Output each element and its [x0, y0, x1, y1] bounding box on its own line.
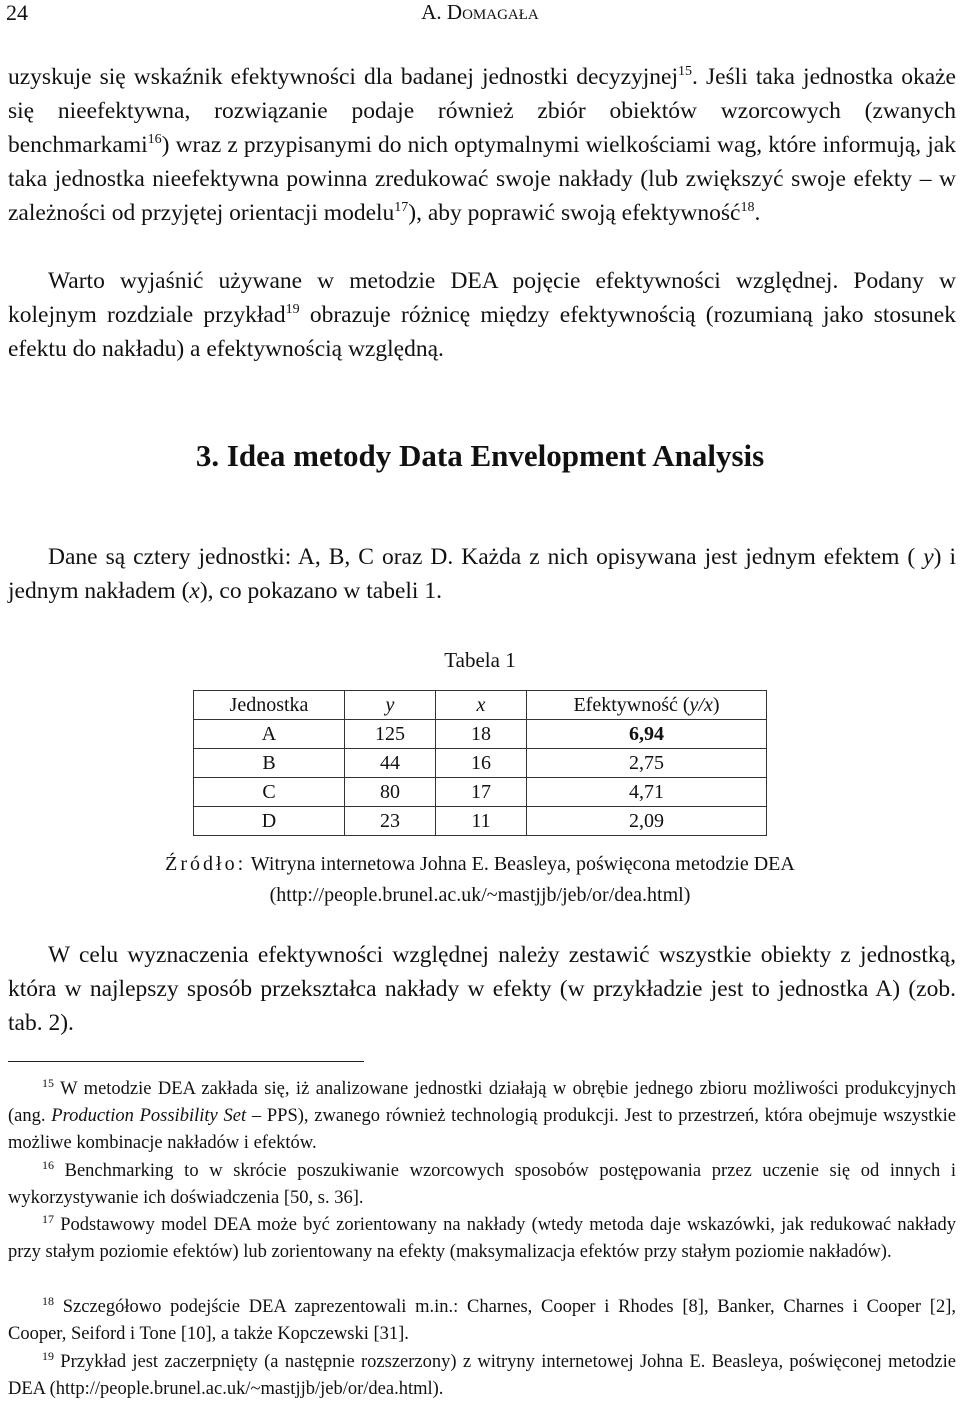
header-cell — [527, 691, 767, 720]
footnote-text: Przykład jest zaczerpnięty (a następnie rozszerzony) z witryny internetowej Johna E. Beasleya, poświęconej metodzie DEA (http://people.brunel.ac.uk/~mastjjb/jeb/or/dea.html). — [8, 1352, 956, 1399]
footnote-number: 15 — [42, 1075, 54, 1090]
table-title: Tabela 1 — [444, 648, 516, 672]
header-var-ratio: y/x — [689, 693, 713, 716]
footnote-ref-16: 16 — [147, 132, 162, 148]
table-cell: 11 — [436, 807, 527, 836]
footnote-19 — [8, 1349, 956, 1403]
section-heading: 3. Idea metody Data Envelopment Analysis — [195, 438, 765, 473]
table-cell: C — [194, 778, 345, 807]
header-text: ) — [712, 693, 720, 716]
text-run: Warto wyjaśnić używane w metodzie DEA pojęcie efektywności względnej. Podany w kolejnym rozdziale przykład — [8, 268, 956, 328]
page-number: 24 — [6, 0, 28, 25]
table-cell: 18 — [436, 720, 527, 749]
header-cell: Jednostka — [194, 691, 345, 720]
source-line-1 — [0, 849, 960, 880]
footnote-italic-term: Production Possibility Set — [51, 1106, 247, 1126]
footnote-15 — [8, 1076, 956, 1157]
running-head — [0, 0, 960, 25]
footnote-text: Benchmarking to w skrócie poszukiwanie wzorcowych sposobów postępowania przez uczenie się od innych i wykorzystywanie ich doświadczenia [50, s. 36]. — [8, 1161, 956, 1208]
footnote-number: 18 — [42, 1293, 54, 1308]
text-run: ), co pokazano w tabeli 1. — [199, 578, 442, 604]
header-cell — [345, 691, 436, 720]
author-surname: omagała — [462, 0, 539, 24]
footnote-number: 19 — [42, 1348, 54, 1363]
table-cell — [527, 720, 767, 749]
table-cell: B — [194, 749, 345, 778]
var-y: y — [923, 544, 934, 570]
header-cell — [436, 691, 527, 720]
table-cell: 125 — [345, 720, 436, 749]
footnote-text: – PPS), zwanego również technologią produkcji. Jest to przestrzeń, która obejmuje wszystkie możliwe kombinacje nakładów i efektów. — [8, 1106, 957, 1153]
source-line-2: (http://people.brunel.ac.uk/~mastjjb/jeb/or/dea.html) — [269, 884, 691, 906]
footnote-text: Szczegółowo podejście DEA zaprezentowali m.in.: Charnes, Cooper i Rhodes [8], Banker, Charnes i Cooper [2], Cooper, Seiford i Tone [10], a także Kopczewski [31]. — [8, 1297, 956, 1344]
table-cell: 4,71 — [527, 778, 767, 807]
text-run: Dane są cztery jednostki: A, B, C oraz D. Każda z nich opisywana jest jednym efektem ( — [48, 544, 924, 570]
table-header-row — [194, 691, 767, 720]
var-x: x — [189, 578, 200, 604]
table-cell: 2,09 — [527, 807, 767, 836]
author-initial: A. D — [421, 0, 463, 24]
source-label: Źródło: — [165, 853, 247, 875]
table-cell: 17 — [436, 778, 527, 807]
table-row — [194, 720, 767, 749]
text-run: ), aby poprawić swoją efektywność — [408, 200, 741, 226]
intro-paragraph-2 — [8, 264, 956, 366]
header-var-y: y — [385, 693, 395, 716]
table-row — [194, 749, 767, 778]
footnote-text: Podstawowy model DEA może być zorientowany na nakłady (wtedy metoda daje wskazówki, jak redukować nakłady przy stałym poziomie efektów) lub zorientowany na efekty (maksymalizacja efektów przy stałym poziomie nakładów). — [8, 1215, 956, 1262]
footnote-ref-15: 15 — [678, 64, 692, 80]
footnote-16 — [8, 1158, 956, 1212]
footnote-number: 16 — [42, 1157, 54, 1172]
table-cell: 16 — [436, 749, 527, 778]
table-cell: 44 — [345, 749, 436, 778]
text-run: . Jeśli taka jednostka okaże się nieefektywna, rozwiązanie podaje również zbiór obiektów wzorcowych (zwanych benchmarkami — [8, 64, 956, 158]
header-var-x: x — [476, 693, 486, 716]
best-efficiency-value: 6,94 — [629, 722, 664, 745]
footnote-separator — [8, 1061, 364, 1062]
footnote-18 — [8, 1294, 956, 1348]
text-run: uzyskuje się wskaźnik efektywności dla badanej jednostki decyzyjnej — [8, 64, 678, 90]
footnote-text: W metodzie DEA zakłada się, iż analizowane jednostki działają w obrębie jednego zbioru możliwości produkcyjnych (ang. — [8, 1079, 956, 1126]
closing-paragraph: W celu wyznaczenia efektywności względnej należy zestawić wszystkie obiekty z jednostką, która w najlepszy sposób przekształca nakłady w efekty (w przykładzie jest to jednostka A) (zob. tab. 2). — [8, 942, 956, 1036]
table-cell: 23 — [345, 807, 436, 836]
table-cell: 80 — [345, 778, 436, 807]
header-text: Efektywność ( — [573, 693, 690, 716]
text-run: ) wraz z przypisanymi do nich optymalnymi wielkościami wag, które informują, jak taka jednostka nieefektywna powinna zredukować swoje nakłady (lub zwiększyć swoje efekty – w zależności od przyjętej orientacji modelu — [8, 132, 956, 226]
table-row — [194, 807, 767, 836]
efficiency-table — [193, 690, 767, 836]
source-text: Witryna internetowa Johna E. Beasleya, poświęcona metodzie DEA — [246, 853, 795, 875]
page-header — [0, 0, 960, 30]
text-run: obrazuje różnicę między efektywnością (rozumianą jako stosunek efektu do nakładu) a efektywnością względną. — [8, 302, 956, 362]
table-row — [194, 778, 767, 807]
table-source — [0, 849, 960, 911]
table-cell: D — [194, 807, 345, 836]
footnote-ref-19: 19 — [285, 302, 300, 318]
text-run: . — [754, 200, 761, 226]
section-paragraph — [8, 540, 956, 608]
footnote-ref-18: 18 — [740, 200, 755, 216]
table-cell: 2,75 — [527, 749, 767, 778]
intro-paragraph-1 — [8, 60, 956, 230]
table-cell: A — [194, 720, 345, 749]
text-run: ) i jednym nakładem ( — [8, 544, 956, 604]
footnote-17 — [8, 1212, 956, 1266]
footnote-number: 17 — [42, 1211, 54, 1226]
footnote-ref-17: 17 — [394, 200, 409, 216]
